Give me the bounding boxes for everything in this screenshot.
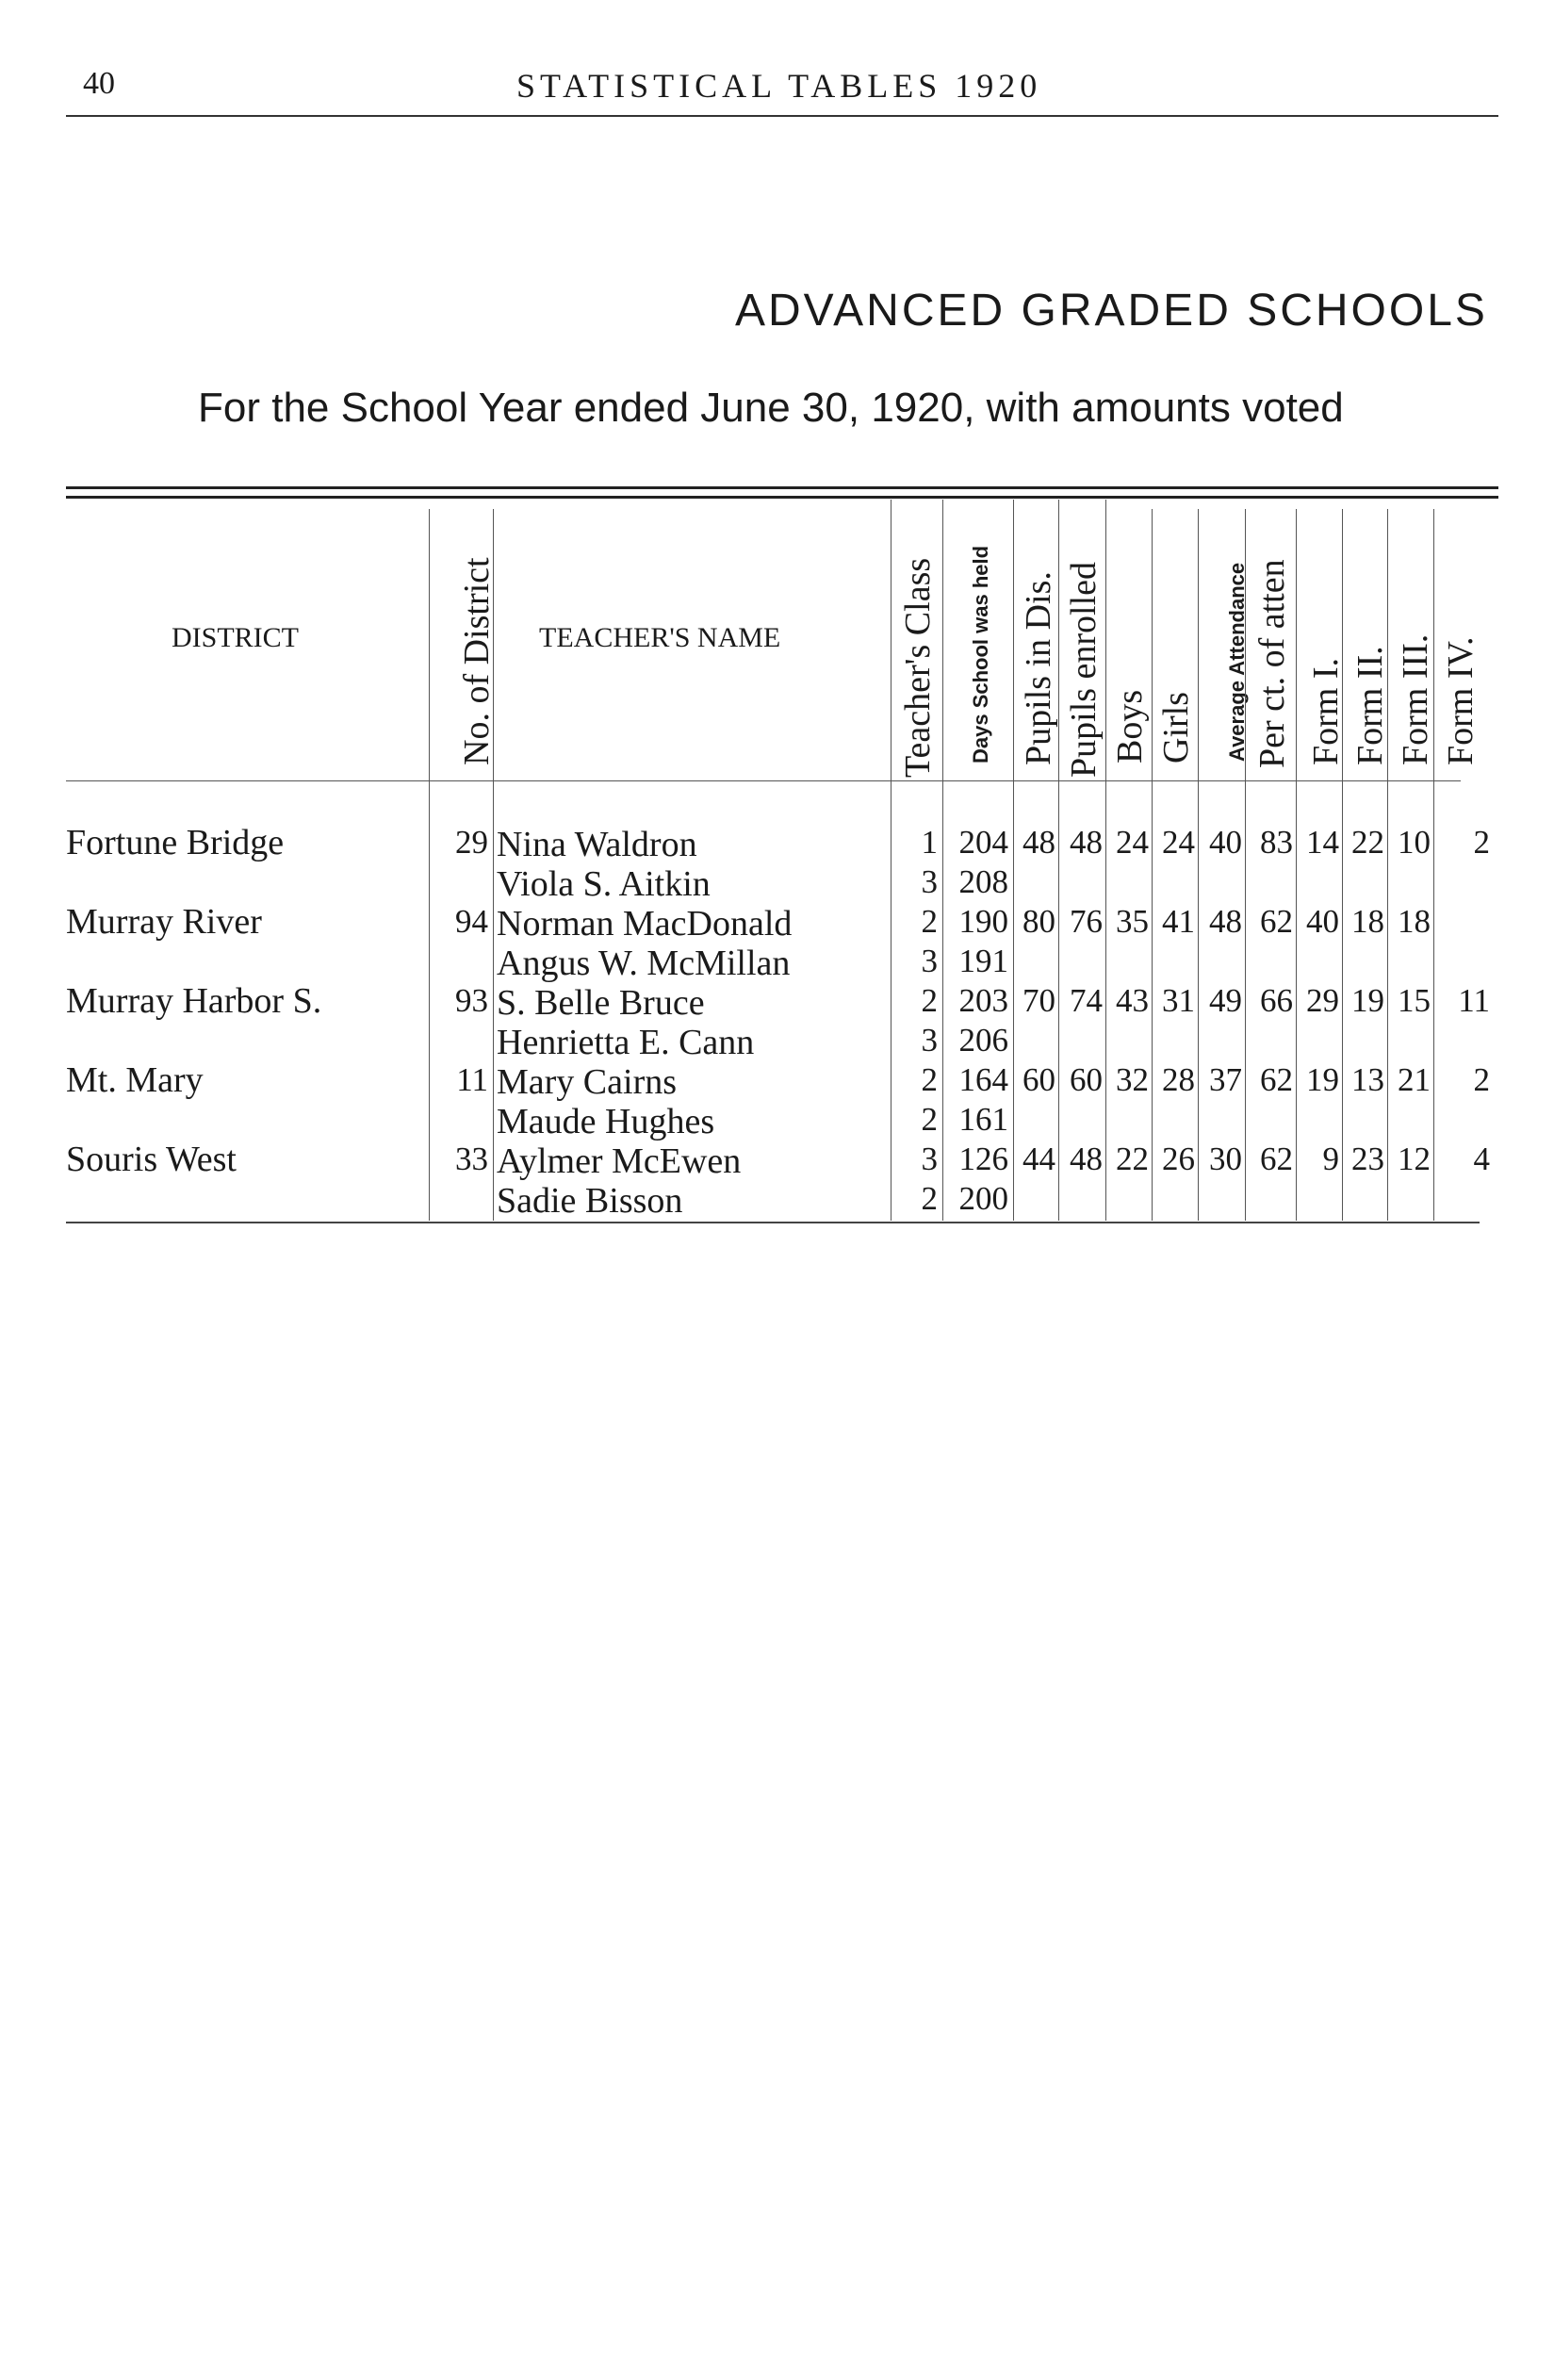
- form-3: 18: [1398, 903, 1431, 940]
- column-rule: [1198, 509, 1199, 1221]
- district-number: 11: [456, 1061, 488, 1098]
- teacher-class: 2: [921, 1180, 938, 1217]
- percent-attendance: 83: [1260, 824, 1293, 861]
- header-percent-attendance: Per ct. of atten: [1252, 559, 1292, 768]
- table-bottom-rule: [66, 1222, 1480, 1223]
- header-district-no: No. of District: [457, 557, 497, 765]
- teacher-class: 3: [921, 863, 938, 900]
- teacher-class: 3: [921, 1022, 938, 1059]
- district-name: Murray River: [66, 902, 262, 942]
- column-rule: [1342, 509, 1343, 1221]
- teacher-name: S. Belle Bruce: [497, 983, 705, 1023]
- form-1: 14: [1306, 824, 1339, 861]
- pupils-in-district: 48: [1022, 824, 1055, 861]
- header-teacher-class: Teacher's Class: [898, 557, 938, 778]
- column-rule: [429, 509, 430, 1221]
- percent-attendance: 62: [1260, 1061, 1293, 1098]
- district-name: Fortune Bridge: [66, 823, 285, 862]
- pupils-in-district: 44: [1022, 1141, 1055, 1177]
- form-3: 10: [1398, 824, 1431, 861]
- teacher-class: 2: [921, 1061, 938, 1098]
- table-top-rule-inner: [66, 496, 1498, 499]
- column-rule: [1152, 509, 1153, 1221]
- average-attendance: 37: [1209, 1061, 1242, 1098]
- days-held: 164: [958, 1061, 1008, 1098]
- form-2: 18: [1351, 903, 1384, 940]
- pupils-enrolled: 48: [1070, 1141, 1103, 1177]
- running-title: STATISTICAL TABLES 1920: [516, 67, 1042, 105]
- boys: 24: [1116, 824, 1149, 861]
- header-average-attendance: Average Attendance: [1225, 562, 1249, 762]
- header-form-2: Form II.: [1350, 646, 1390, 765]
- teacher-class: 3: [921, 1141, 938, 1177]
- girls: 41: [1162, 903, 1195, 940]
- percent-attendance: 66: [1260, 982, 1293, 1019]
- district-number: 93: [455, 982, 488, 1019]
- pupils-enrolled: 74: [1070, 982, 1103, 1019]
- header-teacher-name: TEACHER'S NAME: [539, 622, 781, 653]
- pupils-enrolled: 60: [1070, 1061, 1103, 1098]
- form-1: 19: [1306, 1061, 1339, 1098]
- pupils-in-district: 80: [1022, 903, 1055, 940]
- girls: 28: [1162, 1061, 1195, 1098]
- days-held: 191: [958, 943, 1008, 979]
- girls: 26: [1162, 1141, 1195, 1177]
- column-rule: [1387, 509, 1388, 1221]
- top-rule: [66, 115, 1498, 117]
- boys: 43: [1116, 982, 1149, 1019]
- district-name: Mt. Mary: [66, 1060, 204, 1100]
- district-number: 94: [455, 903, 488, 940]
- page-number: 40: [83, 66, 115, 101]
- boys: 35: [1116, 903, 1149, 940]
- header-form-1: Form I.: [1306, 658, 1346, 765]
- header-pupils-enrolled: Pupils enrolled: [1064, 561, 1104, 778]
- teacher-class: 1: [921, 824, 938, 861]
- header-boys: Boys: [1110, 689, 1150, 763]
- district-name: Souris West: [66, 1140, 237, 1179]
- header-form-4: Form IV.: [1441, 636, 1480, 765]
- pupils-in-district: 70: [1022, 982, 1055, 1019]
- district-name: Murray Harbor S.: [66, 981, 322, 1021]
- pupils-enrolled: 76: [1070, 903, 1103, 940]
- teacher-name: Angus W. McMillan: [497, 944, 791, 983]
- form-1: 40: [1306, 903, 1339, 940]
- form-3: 21: [1398, 1061, 1431, 1098]
- header-bottom-rule: [66, 780, 1461, 781]
- form-3: 15: [1398, 982, 1431, 1019]
- boys: 22: [1116, 1141, 1149, 1177]
- days-held: 208: [958, 863, 1008, 900]
- average-attendance: 48: [1209, 903, 1242, 940]
- header-form-3: Form III.: [1396, 633, 1435, 765]
- header-pupils-in-district: Pupils in Dis.: [1019, 571, 1058, 765]
- percent-attendance: 62: [1260, 903, 1293, 940]
- teacher-class: 3: [921, 943, 938, 979]
- teacher-name: Aylmer McEwen: [497, 1141, 742, 1181]
- teacher-class: 2: [921, 982, 938, 1019]
- percent-attendance: 62: [1260, 1141, 1293, 1177]
- report-title: ADVANCED GRADED SCHOOLS: [735, 286, 1488, 336]
- report-subtitle: For the School Year ended June 30, 1920, with amounts voted: [198, 385, 1344, 431]
- form-4: 4: [1473, 1141, 1490, 1177]
- girls: 31: [1162, 982, 1195, 1019]
- teacher-name: Mary Cairns: [497, 1062, 678, 1102]
- teacher-name: Maude Hughes: [497, 1102, 715, 1141]
- average-attendance: 40: [1209, 824, 1242, 861]
- form-2: 13: [1351, 1061, 1384, 1098]
- column-rule: [493, 509, 494, 1221]
- boys: 32: [1116, 1061, 1149, 1098]
- days-held: 190: [958, 903, 1008, 940]
- header-district: DISTRICT: [172, 622, 299, 653]
- district-number: 33: [455, 1141, 488, 1177]
- teacher-name: Norman MacDonald: [497, 904, 793, 944]
- form-3: 12: [1398, 1141, 1431, 1177]
- form-2: 23: [1351, 1141, 1384, 1177]
- days-held: 200: [958, 1180, 1008, 1217]
- days-held: 126: [958, 1141, 1008, 1177]
- pupils-enrolled: 48: [1070, 824, 1103, 861]
- pupils-in-district: 60: [1022, 1061, 1055, 1098]
- teacher-class: 2: [921, 903, 938, 940]
- teacher-class: 2: [921, 1101, 938, 1138]
- column-rule: [1245, 509, 1246, 1221]
- form-1: 9: [1322, 1141, 1339, 1177]
- column-rule: [1296, 509, 1297, 1221]
- days-held: 206: [958, 1022, 1008, 1059]
- average-attendance: 49: [1209, 982, 1242, 1019]
- form-4: 11: [1458, 982, 1490, 1019]
- table-top-rule: [66, 486, 1498, 489]
- days-held: 161: [958, 1101, 1008, 1138]
- form-4: 2: [1473, 824, 1490, 861]
- header-girls: Girls: [1156, 692, 1196, 763]
- header-days-held: Days School was held: [969, 545, 992, 763]
- column-rule: [1433, 509, 1434, 1221]
- days-held: 203: [958, 982, 1008, 1019]
- teacher-name: Sadie Bisson: [497, 1181, 683, 1221]
- teacher-name: Viola S. Aitkin: [497, 864, 711, 904]
- district-number: 29: [455, 824, 488, 861]
- days-held: 204: [958, 824, 1008, 861]
- average-attendance: 30: [1209, 1141, 1242, 1177]
- girls: 24: [1162, 824, 1195, 861]
- form-4: 2: [1473, 1061, 1490, 1098]
- teacher-name: Henrietta E. Cann: [497, 1023, 755, 1062]
- form-2: 22: [1351, 824, 1384, 861]
- form-1: 29: [1306, 982, 1339, 1019]
- column-rule: [891, 500, 892, 1221]
- teacher-name: Nina Waldron: [497, 825, 697, 864]
- form-2: 19: [1351, 982, 1384, 1019]
